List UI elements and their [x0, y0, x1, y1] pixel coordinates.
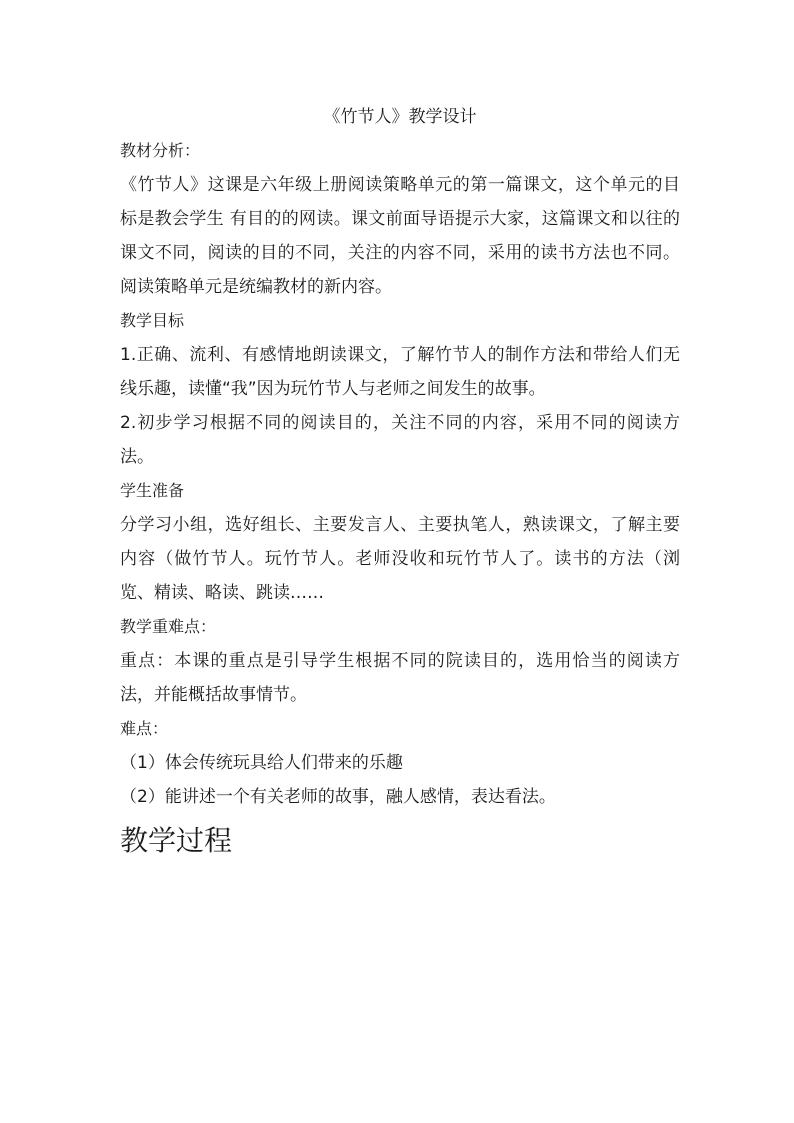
analysis-paragraph: 《竹节人》这课是六年级上册阅读策略单元的第一篇课文，这个单元的目标是教会学生 有目的的网读。课文前面导语提示大家，这篇课文和以往的课文不同，阅读的目的不同，关注的内容不同，采用的读书方法也不同。阅读策略单元是统编教材的新内容。 — [120, 175, 680, 297]
goals-heading: 教学目标 — [120, 311, 185, 330]
prep-heading: 学生准备 — [120, 481, 185, 500]
key-difficulty-heading: 教学重难点： — [120, 617, 217, 636]
document-body — [120, 100, 680, 864]
analysis-heading: 教材分析： — [120, 141, 201, 160]
process-heading: 教学过程 — [120, 824, 233, 857]
key-point-paragraph: 重点：本课的重点是引导学生根据不同的院读目的，选用恰当的阅读方法，并能概括故事情节。 — [120, 651, 680, 705]
goal-item-2: 2.初步学习根据不同的阅读目的，关注不同的内容，采用不同的阅读方法。 — [120, 413, 680, 467]
difficulty-item-2: （2）能讲述一个有关老师的故事，融人感情，表达看法。 — [120, 787, 556, 807]
prep-paragraph: 分学习小组，选好组长、主要发言人、主要执笔人，熟读课文，了解主要内容（做竹节人。玩竹节人。老师没收和玩竹节人了。读书的方法（浏览、精读、略读、跳读…… — [120, 515, 680, 603]
difficulty-heading: 难点： — [120, 719, 169, 738]
difficulty-item-1: （1）体会传统玩具给人们带来的乐趣 — [120, 753, 403, 773]
document-title: 《竹节人》教学设计 — [323, 107, 477, 127]
goal-item-1: 1.正确、流利、有感情地朗读课文，了解竹节人的制作方法和带给人们无线乐趣，读懂“我”因为玩竹节人与老师之间发生的故事。 — [120, 345, 680, 399]
